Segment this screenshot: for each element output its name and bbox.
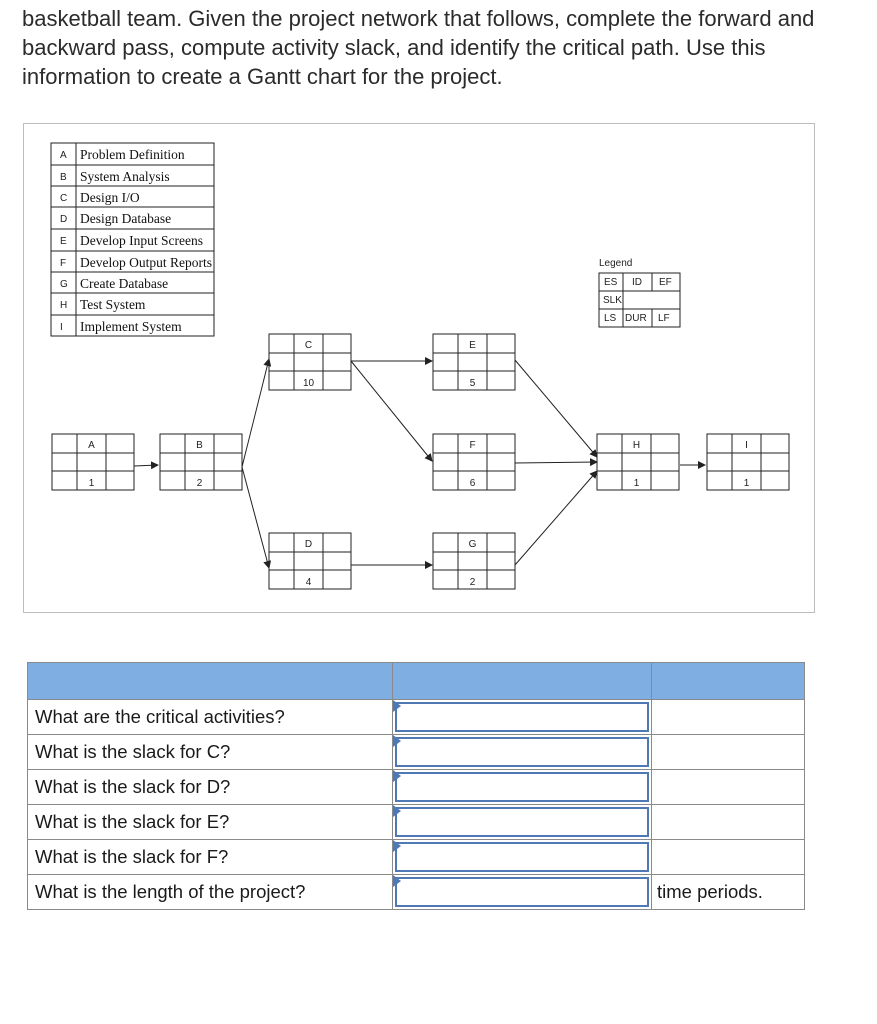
- answer-marker-icon: [393, 805, 401, 817]
- question-row: [28, 875, 805, 910]
- activity-code: B: [60, 172, 67, 183]
- network-arrows: [134, 359, 705, 568]
- legend-ls: LS: [604, 313, 617, 324]
- node-duration-label: 1: [88, 478, 95, 489]
- node-duration-label: 2: [469, 577, 476, 588]
- answer-input[interactable]: [395, 807, 649, 837]
- node-id-label: B: [196, 440, 203, 451]
- legend-ef: EF: [659, 277, 672, 288]
- answer-input[interactable]: [395, 772, 649, 802]
- activity-name: System Analysis: [80, 169, 170, 184]
- unit-cell: [652, 805, 805, 840]
- answer-input[interactable]: [395, 737, 649, 767]
- arrow-e-h: [515, 360, 597, 457]
- answer-marker-icon: [393, 770, 401, 782]
- question-row: [28, 770, 805, 805]
- answer-input[interactable]: [395, 877, 649, 907]
- question-row: [28, 805, 805, 840]
- problem-statement: basketball team. Given the project network that follows, complete the forward and backward pass, compute activity slack, and identify the critical path. Use this information to create a Gantt chart for the project.: [22, 6, 815, 89]
- node-id-label: F: [469, 440, 476, 451]
- answer-cell: [393, 735, 652, 770]
- answer-cell: [393, 700, 652, 735]
- activity-code: F: [60, 258, 67, 269]
- node-duration-label: 1: [633, 478, 640, 489]
- activity-code: H: [60, 300, 68, 311]
- node-duration-label: 1: [743, 478, 750, 489]
- question-row: [28, 840, 805, 875]
- node-i: [707, 434, 789, 490]
- unit-cell: [652, 700, 805, 735]
- node-h: [597, 434, 679, 490]
- answer-cell: [393, 770, 652, 805]
- node-id-label: A: [88, 440, 95, 451]
- activity-code: E: [60, 236, 67, 247]
- node-c: [269, 334, 351, 390]
- node-g: [433, 533, 515, 589]
- arrow-c-f: [351, 361, 432, 461]
- activity-name: Implement System: [80, 319, 182, 334]
- activity-code: C: [60, 193, 68, 204]
- node-duration-label: 10: [302, 378, 315, 389]
- node-id-label: D: [304, 539, 313, 550]
- question-text: What is the slack for E?: [28, 805, 393, 840]
- activity-code: A: [60, 150, 67, 161]
- node-duration-label: 5: [469, 378, 476, 389]
- header-cell: [393, 663, 652, 700]
- node-f: [433, 434, 515, 490]
- arrow-g-h: [515, 471, 597, 565]
- activity-code: I: [60, 322, 63, 333]
- node-id-label: G: [468, 539, 477, 550]
- unit-cell: time periods.: [652, 875, 805, 910]
- question-text: What are the critical activities?: [28, 700, 393, 735]
- legend-lf: LF: [658, 313, 670, 324]
- answer-marker-icon: [393, 735, 401, 747]
- question-text: What is the length of the project?: [28, 875, 393, 910]
- legend-id: ID: [632, 277, 642, 288]
- node-duration-label: 2: [196, 478, 203, 489]
- table-header-row: [28, 663, 805, 700]
- unit-cell: [652, 735, 805, 770]
- question-text: What is the slack for D?: [28, 770, 393, 805]
- activity-name: Problem Definition: [80, 147, 185, 162]
- activity-code: G: [60, 279, 68, 290]
- activity-name: Test System: [80, 297, 146, 312]
- activity-name: Create Database: [80, 276, 169, 291]
- answer-cell: [393, 875, 652, 910]
- legend-dur: DUR: [625, 313, 647, 324]
- network-figure: [23, 123, 815, 613]
- answer-cell: [393, 805, 652, 840]
- unit-cell: [652, 840, 805, 875]
- arrow-b-d: [242, 467, 269, 568]
- activity-list: [51, 143, 214, 336]
- node-id-label: E: [469, 340, 476, 351]
- activity-name: Develop Input Screens: [80, 233, 203, 248]
- header-cell: [652, 663, 805, 700]
- activity-name: Design I/O: [80, 190, 140, 205]
- answer-cell: [393, 840, 652, 875]
- node-id-label: H: [632, 440, 641, 451]
- answer-marker-icon: [393, 700, 401, 712]
- node-a: [52, 434, 134, 490]
- question-text: What is the slack for C?: [28, 735, 393, 770]
- node-duration-label: 4: [305, 577, 312, 588]
- unit-cell: [652, 770, 805, 805]
- answer-input[interactable]: [395, 842, 649, 872]
- activity-code: D: [60, 214, 68, 225]
- answer-marker-icon: [393, 875, 401, 887]
- legend-es: ES: [604, 277, 618, 288]
- node-id-label: C: [304, 340, 313, 351]
- arrow-a-b: [134, 465, 158, 466]
- legend-title: Legend: [599, 258, 633, 269]
- legend-slk: SLK: [603, 295, 622, 306]
- questions-table: [27, 662, 805, 910]
- question-text: What is the slack for F?: [28, 840, 393, 875]
- node-d: [269, 533, 351, 589]
- arrow-f-h: [515, 462, 597, 463]
- question-row: [28, 700, 805, 735]
- header-cell: [28, 663, 393, 700]
- node-e: [433, 334, 515, 390]
- answer-input[interactable]: [395, 702, 649, 732]
- activity-name: Design Database: [80, 211, 172, 226]
- legend: [599, 258, 680, 327]
- node-duration-label: 6: [469, 478, 476, 489]
- node-b: [160, 434, 242, 490]
- answer-marker-icon: [393, 840, 401, 852]
- question-row: [28, 735, 805, 770]
- node-id-label: I: [745, 440, 748, 451]
- arrow-b-c: [242, 359, 269, 467]
- activity-name: Develop Output Reports: [80, 255, 212, 270]
